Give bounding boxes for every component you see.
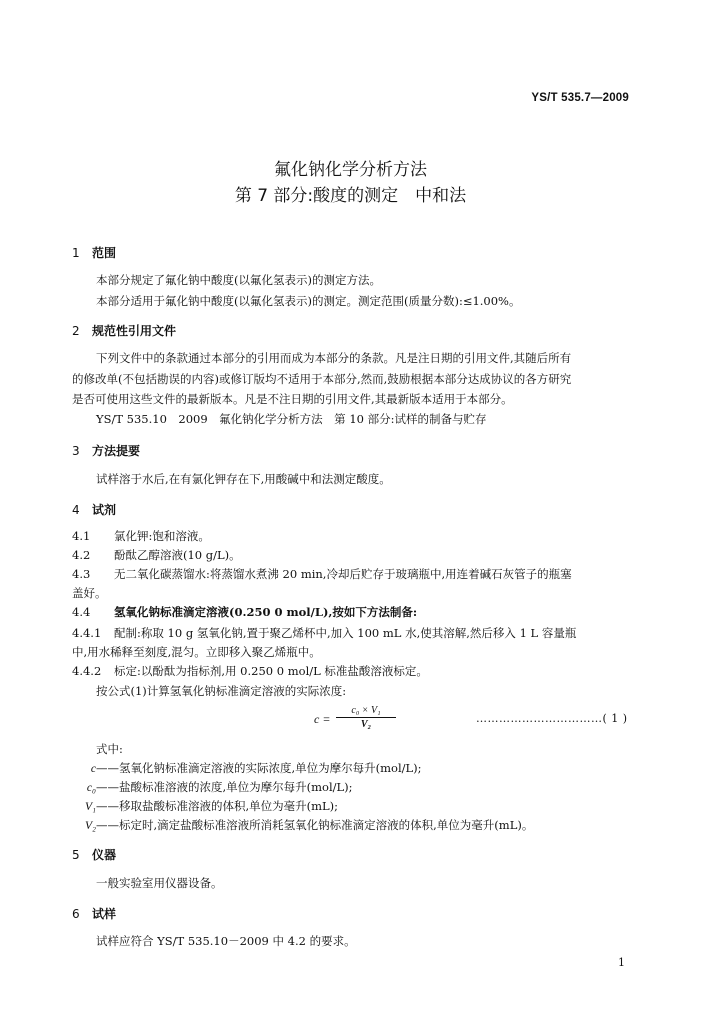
section-title: 仪器 (92, 848, 117, 862)
paragraph: 一般实验室用仪器设备。 (96, 876, 223, 890)
variable-symbol: V₁ (84, 801, 96, 813)
variable-definition (76, 760, 422, 776)
clause-number: 4.2 (72, 548, 91, 562)
document-title: 氟化钠化学分析方法 (274, 160, 427, 180)
page-number: 1 (618, 956, 625, 969)
section-title: 方法提要 (92, 444, 141, 458)
clause-4-4-1 (72, 625, 576, 641)
clause-4-4 (72, 604, 417, 620)
paragraph: 按公式(1)计算氢氧化钠标准滴定溶液的实际浓度: (96, 684, 347, 698)
standard-code: YS/T 535.7—2009 (531, 92, 629, 104)
paragraph: 的修改单(不包括勘误的内容)或修订版均不适用于本部分,然而,鼓励根据本部分达成协议的各方研究 (72, 372, 572, 386)
clause-text: 酚酞乙醇溶液(10 g/L)。 (114, 548, 241, 562)
formula-number: ……………………………( 1 ) (476, 712, 628, 725)
section-title: 规范性引用文件 (92, 324, 177, 338)
clause-number: 4.3 (72, 567, 91, 581)
variable-definition (76, 817, 533, 833)
variable-description: ——标定时,滴定盐酸标准溶液所消耗氢氧化钠标准滴定溶液的体积,单位为毫升(mL)。 (96, 818, 534, 832)
clause-number: 4.1 (72, 529, 91, 543)
clause-text: 标定:以酚酞为指标剂,用 0.250 0 mol/L 标准盐酸溶液标定。 (114, 664, 428, 678)
paragraph: 本部分规定了氟化钠中酸度(以氟化氢表示)的测定方法。 (96, 273, 381, 287)
clause-4-1 (72, 528, 210, 544)
variable-definition (76, 798, 338, 814)
section-number: 4 (72, 503, 80, 517)
variable-symbol: V₂ (84, 820, 96, 832)
paragraph: 是否可使用这些文件的最新版本。凡是不注日期的引用文件,其最新版本适用于本部分。 (72, 392, 513, 406)
section-title: 范围 (92, 246, 117, 260)
clause-4-4-2 (72, 663, 428, 679)
variable-symbol: c₀ (86, 782, 96, 794)
variable-description: ——移取盐酸标准溶液的体积,单位为毫升(mL); (96, 799, 339, 813)
clause-4-2 (72, 547, 241, 563)
section-number: 6 (72, 907, 80, 921)
section-2-heading (72, 322, 176, 339)
section-3-heading (72, 442, 140, 459)
clause-number: 4.4.2 (72, 664, 102, 678)
clause-text: 配制:称取 10 g 氢氧化钠,置于聚乙烯杯中,加入 100 mL 水,使其溶解,然后移入 1 L 容量瓶 (114, 626, 577, 640)
section-4-heading (72, 501, 116, 518)
formula-lhs: c = (314, 712, 331, 726)
section-number: 3 (72, 444, 80, 458)
section-number: 5 (72, 848, 80, 862)
section-number: 2 (72, 324, 80, 338)
clause-text: 无二氧化碳蒸馏水:将蒸馏水煮沸 20 min,冷却后贮存于玻璃瓶中,用连着碱石灰管子的瓶塞 (114, 567, 572, 581)
variable-description: ——盐酸标准溶液的浓度,单位为摩尔每升(mol/L); (96, 780, 353, 794)
formula-denominator: V₂ (360, 719, 372, 730)
reference-item: YS/T 535.10 2009 氟化钠化学分析方法 第 10 部分:试样的制备与贮存 (96, 412, 487, 426)
paragraph: 本部分适用于氟化钠中酸度(以氟化氢表示)的测定。测定范围(质量分数):≤1.00%。 (96, 294, 521, 308)
formula-fraction (336, 705, 396, 730)
section-title: 试剂 (92, 503, 117, 517)
section-number: 1 (72, 246, 80, 260)
clause-text: 氯化钾:饱和溶液。 (114, 529, 210, 543)
variable-description: ——氢氧化钠标准滴定溶液的实际浓度,单位为摩尔每升(mol/L); (96, 761, 422, 775)
section-6-heading (72, 905, 116, 922)
paragraph: 下列文件中的条款通过本部分的引用而成为本部分的条款。凡是注日期的引用文件,其随后所有 (96, 351, 572, 365)
clause-continuation: 盖好。 (72, 586, 107, 600)
paragraph: 试样溶于水后,在有氯化钾存在下,用酸碱中和法测定酸度。 (96, 472, 391, 486)
variable-symbol: c (90, 763, 96, 775)
where-label: 式中: (96, 742, 123, 756)
paragraph: 试样应符合 YS/T 535.10－2009 中 4.2 的要求。 (96, 934, 356, 948)
section-5-heading (72, 846, 116, 863)
clause-text: 氢氧化钠标准滴定溶液(0.250 0 mol/L),按如下方法制备: (114, 605, 418, 619)
clause-number: 4.4 (72, 605, 91, 619)
variable-definition (76, 779, 353, 795)
formula-numerator: c₀ × V₁ (336, 705, 396, 718)
section-title: 试样 (92, 907, 117, 921)
section-1-heading (72, 244, 116, 261)
document-subtitle: 第 7 部分:酸度的测定 中和法 (234, 186, 467, 206)
clause-continuation: 中,用水稀释至刻度,混匀。立即移入聚乙烯瓶中。 (72, 645, 321, 659)
clause-number: 4.4.1 (72, 626, 102, 640)
clause-4-3 (72, 566, 572, 582)
